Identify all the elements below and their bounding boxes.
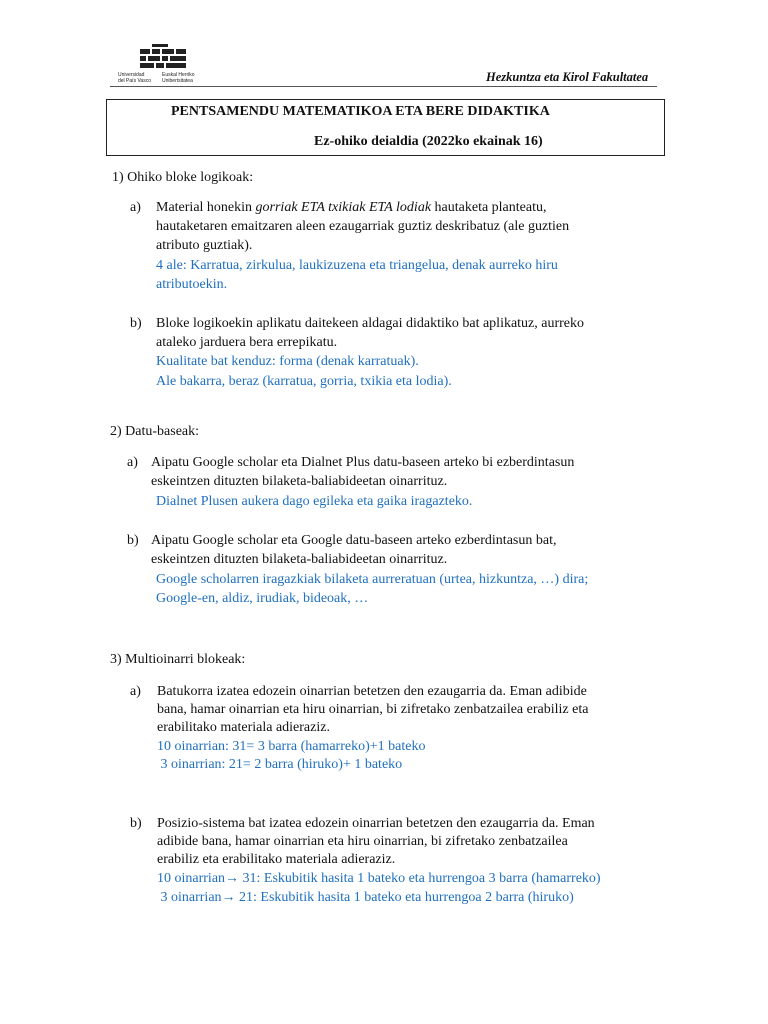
q2a-line2: eskeintzen dituzten bilaketa-baliabideetan oinarrituz. (151, 474, 448, 489)
question-3-heading: 3) Multioinarri blokeak: (110, 652, 246, 667)
faculty-name: Hezkuntza eta Kirol Fakultatea (486, 70, 649, 84)
course-title: PENTSAMENDU MATEMATIKOA ETA BERE DIDAKTIKA (171, 104, 550, 119)
header-divider (110, 86, 657, 87)
q2a-line1: Aipatu Google scholar eta Dialnet Plus datu-baseen arteko bi ezberdintasun (151, 455, 575, 470)
q1b-answer-2: Ale bakarra, beraz (karratua, gorria, txikia eta lodia). (156, 374, 452, 389)
q1a-line1: Material honekin gorriak ETA txikiak ETA lodiak hautaketa planteatu, (156, 200, 547, 215)
q3b-line2: adibide bana, hamar oinarrian eta hiru oinarrian, bi zifretako zenbatzailea (157, 834, 568, 849)
q3a-marker: a) (130, 684, 141, 699)
q3a-line3: erabilitako materiala adieraziz. (157, 720, 330, 735)
q3a-line2: bana, hamar oinarrian eta hiru oinarrian, bi zifretako zenbatzailea erabiliz eta (157, 702, 589, 717)
q1a-answer-1: 4 ale: Karratua, zirkulua, laukizuzena eta triangelua, denak aurreko hiru (156, 258, 558, 273)
q1b-marker: b) (130, 316, 142, 331)
q2a-marker: a) (127, 455, 138, 470)
q2b-answer-1: Google scholarren iragazkiak bilaketa aurreratuan (urtea, hizkuntza, …) dira; (156, 572, 589, 587)
q1a-line2: hautaketaren emaitzaren aleen ezaugarriak guztiz deskribatuz (ale guztien (156, 219, 570, 234)
q1a-line3: atributo guztiak). (156, 238, 253, 253)
question-1-heading: 1) Ohiko bloke logikoak: (112, 170, 254, 185)
q3a-answer-2: 3 oinarrian: 21= 2 barra (hiruko)+ 1 bateko (157, 757, 403, 772)
svg-text:Euskal Herriko: Euskal Herriko (162, 72, 195, 78)
q1a-marker: a) (130, 200, 141, 215)
q3a-line1: Batukorra izatea edozein oinarrian betetzen den ezaugarria da. Eman adibide (157, 684, 587, 699)
university-logo (110, 44, 210, 84)
q2b-marker: b) (127, 533, 139, 548)
q2b-answer-2: Google-en, aldiz, irudiak, bideoak, … (156, 591, 369, 606)
exam-date: Ez-ohiko deialdia (2022ko ekainak 16) (314, 134, 543, 149)
question-2-heading: 2) Datu-baseak: (110, 424, 200, 439)
q3b-marker: b) (130, 816, 142, 831)
q3b-line3: erabiliz eta erabilitako materiala adieraziz. (157, 852, 396, 867)
q3a-answer-1: 10 oinarrian: 31= 3 barra (hamarreko)+1 bateko (157, 739, 426, 754)
svg-text:Universidad: Universidad (118, 72, 145, 78)
q1b-line2: ataleko jarduera bera errepikatu. (156, 335, 338, 350)
q3b-answer-1: 10 oinarrian→ 31: Eskubitik hasita 1 bateko eta hurrengoa 3 barra (hamarreko) (157, 871, 601, 886)
q3b-answer-2: 3 oinarrian→ 21: Eskubitik hasita 1 bateko eta hurrengoa 2 barra (hiruko) (157, 890, 574, 905)
q1a-answer-2: atributoekin. (156, 277, 228, 292)
q1b-answer-1: Kualitate bat kenduz: forma (denak karratuak). (156, 354, 419, 369)
q3b-line1: Posizio-sistema bat izatea edozein oinarrian betetzen den ezaugarria da. Eman (157, 816, 595, 831)
q1b-line1: Bloke logikoekin aplikatu daitekeen aldagai didaktiko bat aplikatuz, aurreko (156, 316, 585, 331)
q2a-answer-1: Dialnet Plusen aukera dago egileka eta gaika iragazteko. (156, 494, 473, 509)
svg-text:del País Vasco: del País Vasco (118, 78, 151, 84)
q2b-line2: eskeintzen dituzten bilaketa-baliabideetan oinarrituz. (151, 552, 448, 567)
svg-text:Unibertsitatea: Unibertsitatea (162, 78, 193, 84)
q2b-line1: Aipatu Google scholar eta Google datu-baseen arteko ezberdintasun bat, (151, 533, 557, 548)
